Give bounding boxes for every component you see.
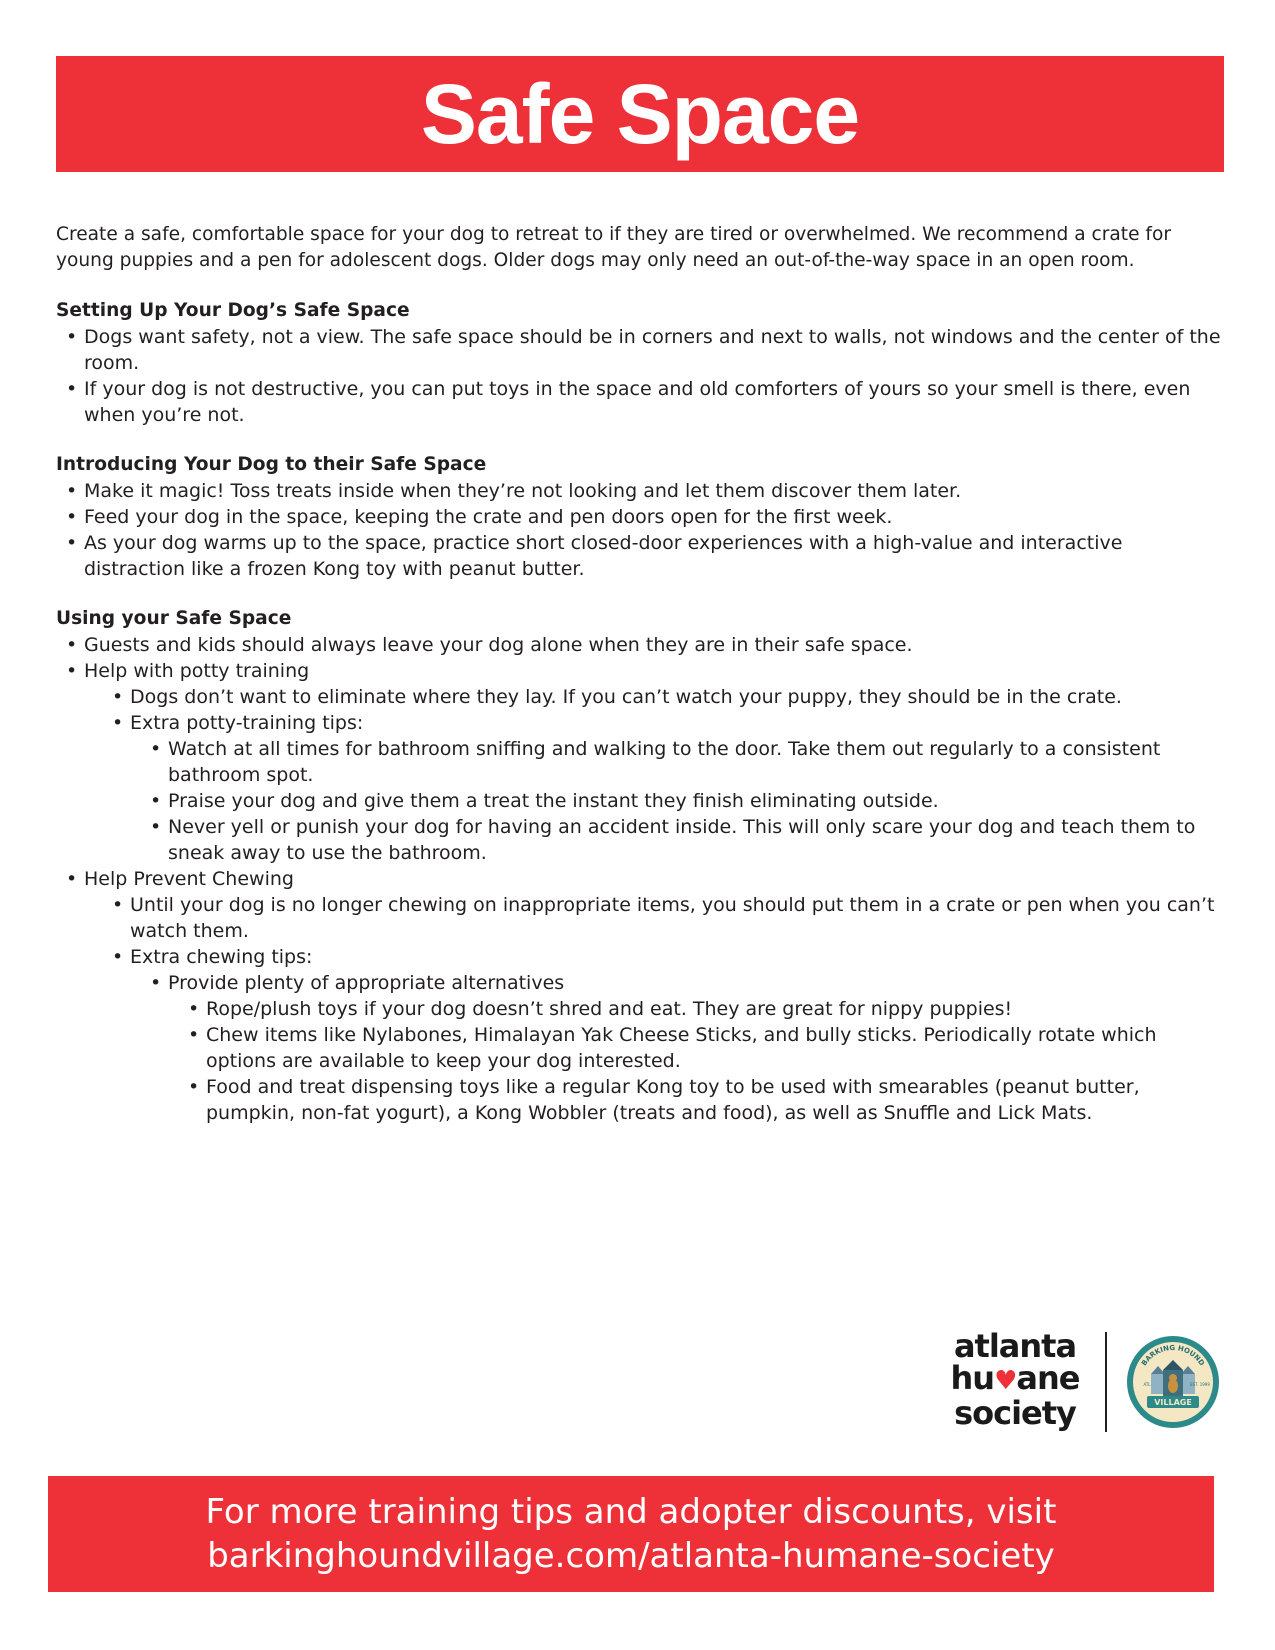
bullet-list [56,324,1226,428]
barking-hound-village-badge [1125,1334,1221,1430]
list-item [84,866,1226,1126]
logo-divider [1105,1332,1107,1432]
sub-list [84,892,1226,1126]
list-item [130,892,1226,944]
logo-line: society [954,1394,1076,1432]
list-item: • Dogs want safety, not a view. The safe space should be in corners and next to walls, not windows and the center of the room. [84,324,1226,376]
logo-text: ane [1016,1359,1080,1397]
list-item: • Rope/plush toys if your dog doesn’t shred and eat. They are great for nippy puppies! [206,996,1226,1022]
footer-website-link[interactable]: barkinghoundvillage.com/atlanta-humane-society [207,1536,1055,1576]
footer-banner [48,1476,1214,1592]
list-item [130,710,1226,866]
logo-line: atlanta [953,1327,1077,1365]
list-item-text: Dogs don’t want to eliminate where they lay. If you can’t watch your puppy, they should be in the crate. [130,686,1122,708]
partner-logos [940,1327,1225,1434]
heart-icon: ♥ [994,1366,1017,1396]
list-item [84,658,1226,866]
list-item: • Make it magic! Toss treats inside when they’re not looking and let them discover them later. [84,478,1226,504]
list-item-text: Extra potty-training tips: [130,712,364,734]
list-item [84,632,1226,658]
list-item [130,684,1226,710]
badge-text-bottom: VILLAGE [1154,1398,1192,1407]
badge-text-left: ATL [1143,1382,1151,1387]
list-item: • As your dog warms up to the space, practice short closed-door experiences with a high-value and interactive distraction like a frozen Kong toy with peanut butter. [84,530,1226,582]
sub-list [168,996,1226,1126]
section-introducing [56,452,1226,582]
footer-line-1: For more training tips and adopter discounts, visit [205,1492,1057,1532]
atlanta-humane-society-logo [940,1327,1090,1432]
list-item-text: Extra chewing tips: [130,946,313,968]
badge-text-top: BARKING HOUND [1140,1343,1206,1368]
title-banner [56,56,1224,172]
bullet-list [56,478,1226,582]
sub-list [84,684,1226,866]
page-title: Safe Space [420,67,860,161]
list-item: • Praise your dog and give them a treat the instant they finish eliminating outside. [168,788,1226,814]
section-using [56,606,1226,1126]
list-item-text: Provide plenty of appropriate alternatives [168,972,565,994]
list-item-text: Until your dog is no longer chewing on inappropriate items, you should put them in a crate or pen when you can’t watch them. [130,894,1215,942]
list-item: • Feed your dog in the space, keeping the crate and pen doors open for the first week. [84,504,1226,530]
list-item-text: Help Prevent Chewing [84,868,294,890]
list-item: • Never yell or punish your dog for having an accident inside. This will only scare your dog and teach them to sneak away to use the bathroom. [168,814,1226,866]
section-heading: Using your Safe Space [56,608,292,629]
bullet-list [56,632,1226,1126]
list-item: • If your dog is not destructive, you can put toys in the space and old comforters of yours so your smell is there, even when you’re not. [84,376,1226,428]
logo-text: hu [950,1359,995,1397]
list-item [168,970,1226,1126]
section-setting-up [56,298,1226,428]
list-item-text: Guests and kids should always leave your dog alone when they are in their safe space. [84,634,913,656]
list-item: • Food and treat dispensing toys like a regular Kong toy to be used with smearables (peanut butter, pumpkin, non-fat yogurt), a Kong Wobbler (treats and food), as well as Snuffle and Lick Mats. [206,1074,1226,1126]
sub-list [130,970,1226,1126]
document-body [56,222,1226,1150]
sub-list [130,736,1226,866]
section-heading: Introducing Your Dog to their Safe Space [56,454,487,475]
logo-line [940,1359,1090,1397]
list-item [130,944,1226,1126]
list-item: • Chew items like Nylabones, Himalayan Yak Cheese Sticks, and bully sticks. Periodically rotate which options are available to keep your dog interested. [206,1022,1226,1074]
section-heading: Setting Up Your Dog’s Safe Space [56,300,410,321]
list-item-text: Help with potty training [84,660,310,682]
list-item: • Watch at all times for bathroom sniffing and walking to the door. Take them out regularly to a consistent bathroom spot. [168,736,1226,788]
intro-paragraph: Create a safe, comfortable space for your dog to retreat to if they are tired or overwhelmed. We recommend a crate for young puppies and a pen for adolescent dogs. Older dogs may only need an out-of-the-way space in an open room. [56,224,1171,271]
badge-text-right: EST. 1999 [1190,1382,1210,1387]
